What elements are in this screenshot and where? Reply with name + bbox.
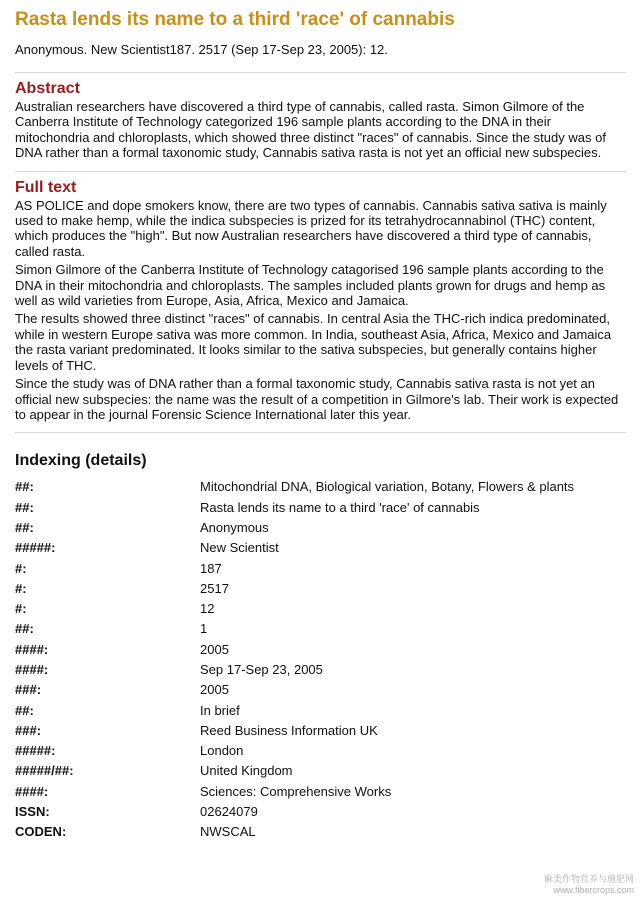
full-text-section — [15, 178, 626, 423]
abstract-section — [15, 79, 626, 161]
indexing-label: ####: — [15, 783, 49, 799]
indexing-value: Anonymous — [200, 519, 269, 535]
indexing-row — [15, 498, 626, 518]
indexing-row — [15, 761, 626, 781]
indexing-row — [15, 680, 626, 700]
indexing-label: ##: — [15, 499, 34, 515]
indexing-row — [15, 802, 626, 822]
indexing-row — [15, 822, 626, 842]
indexing-row — [15, 721, 626, 741]
indexing-label: ##: — [15, 519, 34, 535]
indexing-value: Sciences: Comprehensive Works — [200, 783, 392, 799]
indexing-row — [15, 559, 626, 579]
indexing-value: Sep 17-Sep 23, 2005 — [200, 661, 323, 677]
indexing-row — [15, 782, 626, 802]
indexing-label: #: — [15, 560, 27, 576]
indexing-label: #: — [15, 601, 27, 617]
indexing-label: ##: — [15, 479, 34, 495]
indexing-label: ###: — [15, 722, 42, 738]
watermark — [544, 874, 634, 896]
divider — [15, 72, 626, 73]
indexing-heading: Indexing (details) — [15, 452, 147, 470]
indexing-value: Mitochondrial DNA, Biological variation, Botany, Flowers & plants — [200, 479, 575, 495]
indexing-label: ##: — [15, 621, 34, 637]
indexing-row — [15, 741, 626, 761]
indexing-label: CODEN: — [15, 824, 67, 840]
indexing-label: ###: — [15, 682, 42, 698]
indexing-label: ####: — [15, 661, 49, 677]
divider — [15, 432, 626, 433]
indexing-label: #####: — [15, 743, 56, 759]
indexing-label: ISSN: — [15, 804, 50, 820]
full-text-paragraph: Simon Gilmore of the Canberra Institute of Technology catagorised 196 sample plants according to the DNA in their mitochondria and chloroplasts. The samples included plants grown for drugs and hemp as well as wild varieties from Europe, Asia, Africa, Mexico and Jamaica. — [15, 262, 606, 309]
indexing-row — [15, 579, 626, 599]
indexing-row — [15, 477, 626, 497]
indexing-value: In brief — [200, 702, 240, 718]
watermark-line: www.fibercrops.com — [553, 885, 634, 895]
indexing-value: Reed Business Information UK — [200, 722, 378, 738]
indexing-value: 12 — [200, 601, 215, 617]
indexing-value: 2005 — [200, 641, 229, 657]
indexing-value: Rasta lends its name to a third 'race' of cannabis — [200, 499, 480, 515]
indexing-row — [15, 599, 626, 619]
indexing-row — [15, 518, 626, 538]
indexing-label: ####: — [15, 641, 49, 657]
indexing-row — [15, 660, 626, 680]
article-title: Rasta lends its name to a third 'race' of cannabis — [15, 9, 455, 30]
full-text-paragraph: AS POLICE and dope smokers know, there are two types of cannabis. Cannabis sativa sativa is mainly used to make hemp, while the indica subspecies is prized for its tetrahydrocannabinol (THC) content, which produces the "high". But now Australian researchers have discovered a third type of cannabis, called rasta. — [15, 197, 607, 259]
indexing-value: 2517 — [200, 580, 229, 596]
indexing-value: New Scientist — [200, 540, 279, 556]
indexing-label: #####: — [15, 540, 56, 556]
indexing-value: 1 — [200, 621, 208, 637]
indexing-value: 187 — [200, 560, 222, 576]
indexing-label: ##: — [15, 702, 34, 718]
indexing-value: 02624079 — [200, 804, 258, 820]
abstract-heading: Abstract — [15, 80, 80, 97]
indexing-value: NWSCAL — [200, 824, 256, 840]
watermark-line: 麻类作物营养与施肥网 — [543, 874, 634, 884]
indexing-value: United Kingdom — [200, 763, 293, 779]
indexing-value: 2005 — [200, 682, 229, 698]
indexing-value: London — [200, 743, 244, 759]
indexing-row — [15, 619, 626, 639]
indexing-row — [15, 701, 626, 721]
indexing-label: #####/##: — [15, 763, 74, 779]
divider — [15, 171, 626, 172]
full-text-paragraph: The results showed three distinct "races" of cannabis. In central Asia the THC-rich indica predominated, while in western Europe sativa was more common. In India, southeast Asia, Africa, Mexico and Jamaica the rasta variant predominated. It looks similar to the sativa subspecies, but generally contains higher levels of THC. — [15, 311, 612, 373]
abstract-text: Australian researchers have discovered a third type of cannabis, called rasta. Simon Gilmore of the Canberra Institute of Technology categorized 196 sample plants according to the DNA in their mitochondria and chloroplasts, which showed three distinct "races" of cannabis. Since the study was of DNA rather than a formal taxonomic study, Cannabis sativa rasta is not yet an official new subspecies. — [15, 99, 606, 161]
indexing-label: #: — [15, 580, 27, 596]
indexing-section — [15, 451, 626, 842]
article-citation: Anonymous. New Scientist187. 2517 (Sep 17-Sep 23, 2005): 12. — [15, 42, 388, 57]
indexing-row — [15, 640, 626, 660]
full-text-paragraph: Since the study was of DNA rather than a formal taxonomic study, Cannabis sativa rasta is not yet an official new subspecies: the name was the result of a competition in Gilmore's lab. Their work is expected to appear in the journal Forensic Science International later this year. — [15, 376, 619, 422]
indexing-row — [15, 538, 626, 558]
full-text-heading: Full text — [15, 178, 77, 196]
